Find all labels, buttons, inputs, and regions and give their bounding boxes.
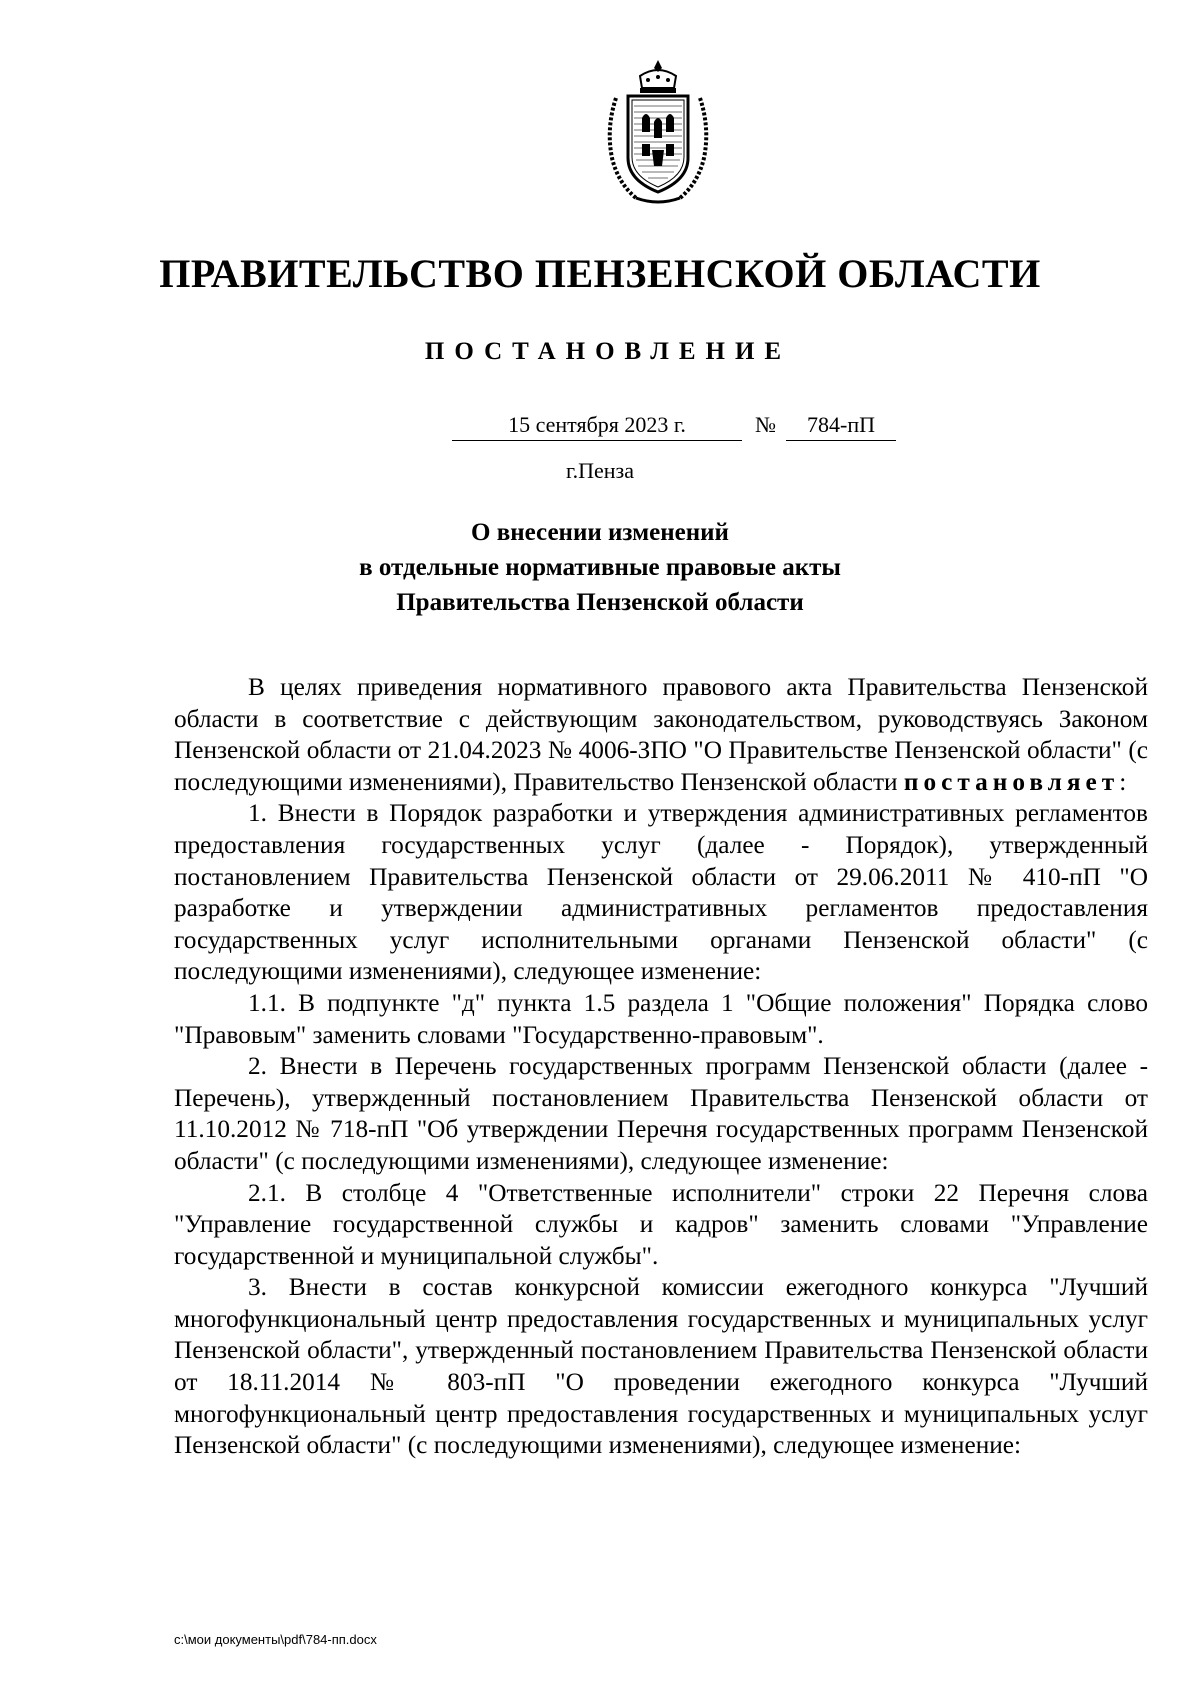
subject-line: в отдельные нормативные правовые акты bbox=[359, 554, 841, 581]
decides-colon: : bbox=[1119, 767, 1127, 796]
document-subject bbox=[0, 515, 1200, 620]
decides-word: постановляет bbox=[903, 767, 1120, 796]
subject-line: О внесении изменений bbox=[471, 519, 729, 546]
clause-2: 2. Внести в Перечень государственных программ Пензенской области (далее - Перечень), утвержденный постановлением Правительства Пензенской области от 11.10.2012 № 718-пП "Об утверждении Перечня государственных программ Пензенской области" (с последующими изменениями), следующее изменение: bbox=[174, 1052, 1148, 1175]
preamble-text: В целях приведения нормативного правового акта Правительства Пензенской области в соответствие с действующим законодательством, руководствуясь Законом Пензенской области от 21.04.2023 № 4006-ЗПО "О Правительстве Пензенской области" (с последующими изменениями), Правительство Пензенской области bbox=[174, 673, 1148, 796]
clause-3: 3. Внести в состав конкурсной комиссии ежегодного конкурса "Лучший многофункциональный центр предоставления государственных и муниципальных услуг Пензенской области", утвержденный постановлением Правительства Пензенской области от 18.11.2014 № 803-пП "О проведении ежегодного конкурса "Лучший многофункциональный центр предоставления государственных и муниципальных услуг Пензенской области" (с последующими изменениями), следующее изменение: bbox=[174, 1273, 1148, 1460]
preamble-paragraph bbox=[174, 672, 1148, 798]
document-body bbox=[174, 672, 1148, 1462]
number-sign: № bbox=[755, 412, 776, 437]
document-number: 784-пП bbox=[786, 412, 896, 441]
document-type: ПОСТАНОВЛЕНИЕ bbox=[424, 338, 792, 365]
clause-1: 1. Внести в Порядок разработки и утверждения административных регламентов предоставления государственных услуг (далее - Порядок), утвержденный постановлением Правительства Пензенской области от 29.06.2011 № 410-пП "О разработке и утверждении административных регламентов предоставления государственных услуг исполнительными органами Пензенской области" (с последующими изменениями), следующее изменение: bbox=[174, 799, 1148, 986]
city: г.Пенза bbox=[566, 458, 634, 483]
coat-of-arms-emblem bbox=[602, 58, 714, 208]
clause-1-1: 1.1. В подпункте "д" пункта 1.5 раздела 1 "Общие положения" Порядка слово "Правовым" заменить словами "Государственно-правовым". bbox=[174, 988, 1148, 1049]
organization-title: ПРАВИТЕЛЬСТВО ПЕНЗЕНСКОЙ ОБЛАСТИ bbox=[159, 251, 1041, 296]
document-date: 15 сентября 2023 г. bbox=[452, 412, 742, 441]
file-path-footer: c:\мои документы\pdf\784-пп.docx bbox=[174, 1632, 377, 1647]
subject-line: Правительства Пензенской области bbox=[396, 589, 804, 616]
date-number-line bbox=[0, 412, 1200, 446]
clause-2-1: 2.1. В столбце 4 "Ответственные исполнители" строки 22 Перечня слова "Управление государственной службы и кадров" заменить словами "Управление государственной и муниципальной службы". bbox=[174, 1178, 1148, 1270]
